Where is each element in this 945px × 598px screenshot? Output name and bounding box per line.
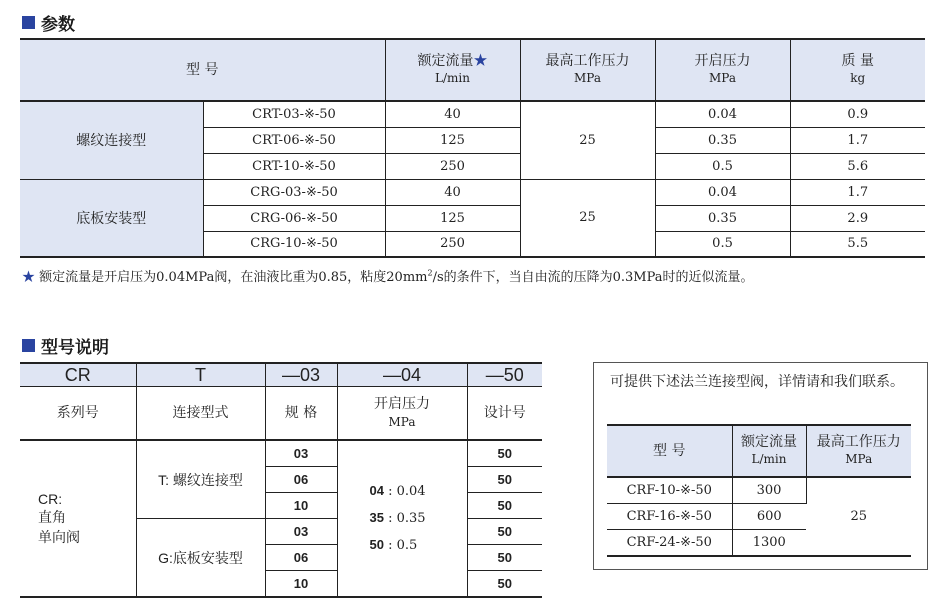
code-size: —03 (265, 363, 337, 387)
mass-cell: 0.9 (790, 101, 925, 127)
size-cell: 06 (265, 467, 337, 493)
code-connection: T (136, 363, 265, 387)
conn-t-cell: T: 螺纹连接型 (136, 440, 265, 519)
size-cell: 03 (265, 519, 337, 545)
flow-cell: 40 (385, 101, 520, 127)
design-cell: 50 (467, 519, 542, 545)
star-icon: ★ (473, 53, 488, 69)
header-crack: 开启压力 MPa (655, 39, 790, 101)
group-name: 底板安装型 (20, 179, 203, 257)
code-design: —50 (467, 363, 542, 387)
header-flow: 额定流量★ L/min (385, 39, 520, 101)
flow-cell: 125 (385, 205, 520, 231)
table-row (20, 440, 542, 467)
flow-cell: 125 (385, 127, 520, 153)
model-cell: CRF-10-※-50 (607, 477, 732, 504)
flange-header-flow: 额定流量 L/min (732, 425, 806, 477)
code-row (20, 363, 542, 387)
flange-header-model: 型 号 (607, 425, 732, 477)
design-cell: 50 (467, 493, 542, 519)
section-title-params (22, 10, 75, 35)
flow-cell: 250 (385, 153, 520, 179)
square-bullet-icon (22, 339, 35, 352)
section-title-text: 参数 (41, 15, 75, 35)
pressure-cell: 25 (850, 509, 868, 524)
series-cell: CR: 直角 单向阀 (20, 440, 136, 597)
flow-cell: 40 (385, 179, 520, 205)
size-cell: 06 (265, 545, 337, 571)
size-cell: 10 (265, 571, 337, 598)
model-cell: CRT-10-※-50 (203, 153, 385, 179)
flow-footnote: ★ 额定流量是开启压为0.04MPa阀，在油液比重为0.85，粘度$20mm^2/s$的条件下，当自由流的压降为0.3MPa时的近似流量。 (22, 268, 754, 285)
pressure-cell: 25 (520, 101, 655, 179)
table-row (607, 477, 911, 504)
crack-cell: 0.04 (655, 179, 790, 205)
design-cell: 50 (467, 545, 542, 571)
section-title-model-code (22, 333, 109, 358)
flow-cell: 1300 (752, 535, 786, 550)
model-cell: CRG-10-※-50 (203, 231, 385, 257)
model-cell: CRG-03-※-50 (203, 179, 385, 205)
model-cell: CRF-24-※-50 (607, 530, 732, 557)
group-name: 螺纹连接型 (20, 101, 203, 179)
flange-info-box (593, 362, 928, 570)
model-code-table (20, 362, 542, 598)
mass-cell: 1.7 (790, 127, 925, 153)
flange-table (607, 424, 911, 557)
label-connection: 连接型式 (136, 387, 265, 441)
flange-header-row (607, 425, 911, 477)
section-title-text: 型号说明 (41, 338, 109, 358)
header-model: 型 号 (20, 39, 385, 101)
model-cell: CRT-06-※-50 (203, 127, 385, 153)
label-crack: 开启压力 MPa (337, 387, 467, 441)
crack-cell: 0.35 (655, 205, 790, 231)
star-icon: ★ (22, 270, 36, 285)
mass-cell: 5.5 (790, 231, 925, 257)
label-row (20, 387, 542, 441)
design-cell: 50 (467, 467, 542, 493)
flow-cell: 600 (732, 504, 806, 530)
label-design: 设计号 (467, 387, 542, 441)
label-series: 系列号 (20, 387, 136, 441)
flange-intro: 可提供下述法兰连接型阀，详情请和我们联系。 (610, 374, 904, 390)
table-row (20, 101, 925, 127)
crack-cell: 0.5 (655, 153, 790, 179)
crack-options-cell: 04 : 0.04 35 : 0.35 50 : 0.5 (337, 440, 467, 597)
model-cell: CRT-03-※-50 (203, 101, 385, 127)
model-cell: CRG-06-※-50 (203, 205, 385, 231)
design-cell: 50 (497, 576, 512, 591)
header-pressure: 最高工作压力 MPa (520, 39, 655, 101)
flow-cell: 300 (732, 477, 806, 504)
conn-g-cell: G:底板安装型 (136, 519, 265, 598)
mass-cell: 1.7 (790, 179, 925, 205)
crack-cell: 0.5 (655, 231, 790, 257)
mass-cell: 5.6 (790, 153, 925, 179)
mass-cell: 2.9 (790, 205, 925, 231)
code-crack: —04 (337, 363, 467, 387)
code-series: CR (20, 363, 136, 387)
pressure-cell: 25 (520, 179, 655, 257)
header-mass: 质 量 kg (790, 39, 925, 101)
flange-header-pressure: 最高工作压力 MPa (806, 425, 911, 477)
label-size: 规 格 (265, 387, 337, 441)
design-cell: 50 (467, 440, 542, 467)
size-cell: 10 (265, 493, 337, 519)
crack-cell: 0.04 (655, 101, 790, 127)
square-bullet-icon (22, 16, 35, 29)
flow-cell: 250 (385, 231, 520, 257)
model-cell: CRF-16-※-50 (607, 504, 732, 530)
size-cell: 03 (265, 440, 337, 467)
crack-cell: 0.35 (655, 127, 790, 153)
params-table (20, 38, 925, 258)
table-row (20, 179, 925, 205)
